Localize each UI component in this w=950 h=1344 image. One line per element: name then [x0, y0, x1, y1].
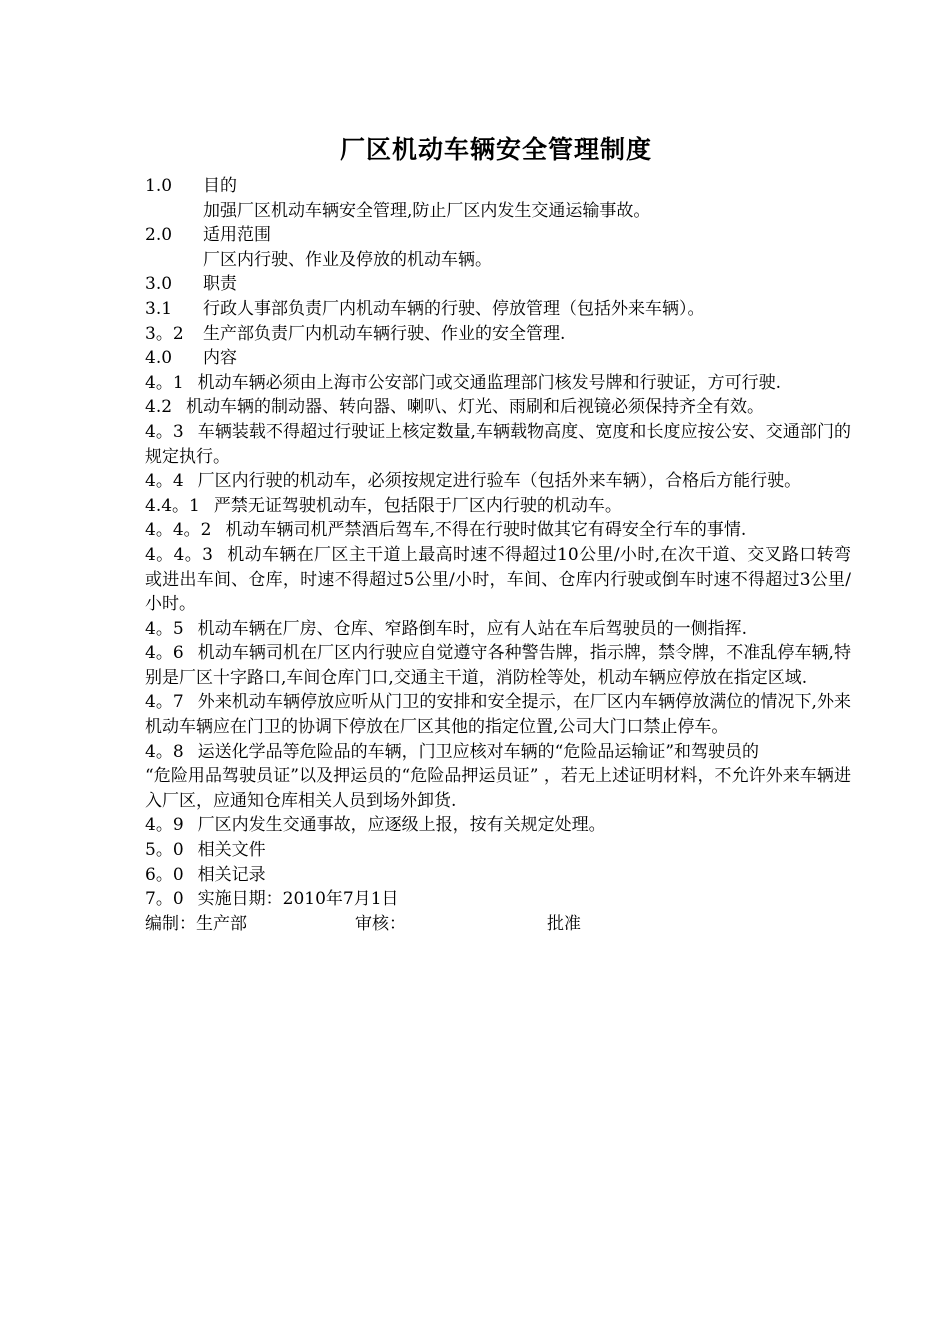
clause [145, 543, 851, 617]
clause-text: 行政人事部负责厂内机动车辆的行驶、停放管理（包括外来车辆）。 [203, 298, 705, 319]
section-text: 厂区内行驶、作业及停放的机动车辆。 [203, 249, 492, 270]
clause-text: 厂区内行驶的机动车，必须按规定进行验车（包括外来车辆），合格后方能行驶。 [197, 471, 802, 492]
section-text: 加强厂区机动车辆安全管理,防止厂区内发生交通运输事故。 [203, 200, 651, 221]
clause-number: 3.1 [145, 298, 173, 319]
section-heading [145, 887, 851, 912]
clause [145, 494, 851, 519]
clause-continuation: “危险用品驾驶员证”以及押运员的“危险品押运员证” ，若无上述证明材料，不允许外来车辆进入厂区，应通知仓库相关人员到场外卸货. [145, 766, 851, 811]
clause-number: 4.4。1 [145, 495, 200, 516]
section-number: 5。0 [145, 840, 184, 861]
clause-text: 机动车辆必须由上海市公安部门或交通监理部门核发号牌和行驶证，方可行驶. [197, 372, 782, 393]
section-title: 相关记录 [197, 864, 266, 885]
clause-number: 4。4。2 [145, 520, 212, 541]
clause [145, 617, 851, 642]
clause [145, 297, 851, 322]
clause [145, 518, 851, 543]
section-heading [145, 346, 851, 371]
clause-number: 4。9 [145, 815, 184, 836]
clause [145, 641, 851, 690]
clause-text: 严禁无证驾驶机动车，包括限于厂区内行驶的机动车。 [213, 495, 622, 516]
clause-text: 机动车辆司机在厂区内行驶应自觉遵守各种警告牌，指示牌，禁令牌，不准乱停车辆,特别是厂区十字路口,车间仓库门口,交通主干道，消防栓等处，机动车辆应停放在指定区域. [145, 643, 851, 688]
section-heading [145, 863, 851, 888]
clause [145, 322, 851, 347]
section-heading [145, 223, 851, 248]
section-number: 2.0 [145, 225, 173, 246]
clause [145, 395, 851, 420]
clause-number: 3。2 [145, 323, 184, 344]
clause-number: 4。4。3 [145, 544, 213, 565]
clause-text: 生产部负责厂内机动车辆行驶、作业的安全管理. [203, 323, 566, 344]
clause-number: 4.2 [145, 397, 173, 418]
clause-number: 4。7 [145, 692, 184, 713]
clause-text: 机动车辆在厂区主干道上最高时速不得超过10公里/小时,在次干道、交叉路口转弯或进出车间、仓库，时速不得超过5公里/小时，车间、仓库内行驶或倒车时速不得超过3公里/小时。 [145, 544, 851, 615]
clause-text: 外来机动车辆停放应听从门卫的安排和安全提示，在厂区内车辆停放满位的情况下,外来机动车辆应在门卫的协调下停放在厂区其他的指定位置,公司大门口禁止停车。 [145, 692, 851, 738]
clause [145, 740, 851, 765]
clause-number: 4。6 [145, 643, 184, 664]
section-number: 7。0 [145, 889, 184, 910]
document-body [145, 174, 851, 936]
document-title: 厂区机动车辆安全管理制度 [339, 135, 652, 164]
section-title: 职责 [203, 274, 237, 295]
clause-text: 车辆装载不得超过行驶证上核定数量,车辆载物高度、宽度和长度应按公安、交通部门的规定执行。 [145, 421, 851, 467]
clause-text: 机动车辆的制动器、转向器、喇叭、灯光、雨刷和后视镜必须保持齐全有效。 [186, 397, 765, 418]
section-title: 实施日期：2010年7月1日 [197, 889, 399, 910]
clause-number: 4。5 [145, 618, 184, 639]
clause-text: 机动车辆司机严禁酒后驾车,不得在行驶时做其它有碍安全行车的事情. [225, 520, 747, 541]
section-title: 适用范围 [203, 225, 271, 246]
clause-text: 厂区内发生交通事故，应逐级上报，按有关规定处理。 [197, 815, 606, 836]
section-number: 4.0 [145, 348, 173, 369]
signature-line [145, 912, 851, 937]
clause [145, 813, 851, 838]
section-number: 1.0 [145, 176, 173, 196]
clause-number: 4。8 [145, 741, 184, 762]
reviewed-by: 审核： [355, 913, 406, 934]
clause-number: 4。1 [145, 372, 184, 393]
section-number: 3.0 [145, 274, 173, 295]
clause-number: 4。4 [145, 471, 184, 492]
section-title: 相关文件 [197, 840, 266, 861]
clause-number: 4。3 [145, 421, 184, 442]
section-heading [145, 838, 851, 863]
approved-by: 批准 [547, 913, 581, 934]
section-title: 内容 [203, 348, 237, 369]
prepared-by: 编制：生产部 [145, 913, 247, 934]
section-number: 6。0 [145, 864, 184, 885]
clause [145, 420, 851, 469]
clause [145, 690, 851, 739]
clause [145, 469, 851, 494]
clause [145, 371, 851, 396]
clause-text: 运送化学品等危险品的车辆，门卫应核对车辆的“危险品运输证”和驾驶员的 [197, 741, 760, 762]
section-heading [145, 272, 851, 297]
clause-text: 机动车辆在厂房、仓库、窄路倒车时，应有人站在车后驾驶员的一侧指挥. [197, 618, 748, 639]
section-title: 目的 [203, 176, 237, 196]
section-heading [145, 174, 851, 199]
